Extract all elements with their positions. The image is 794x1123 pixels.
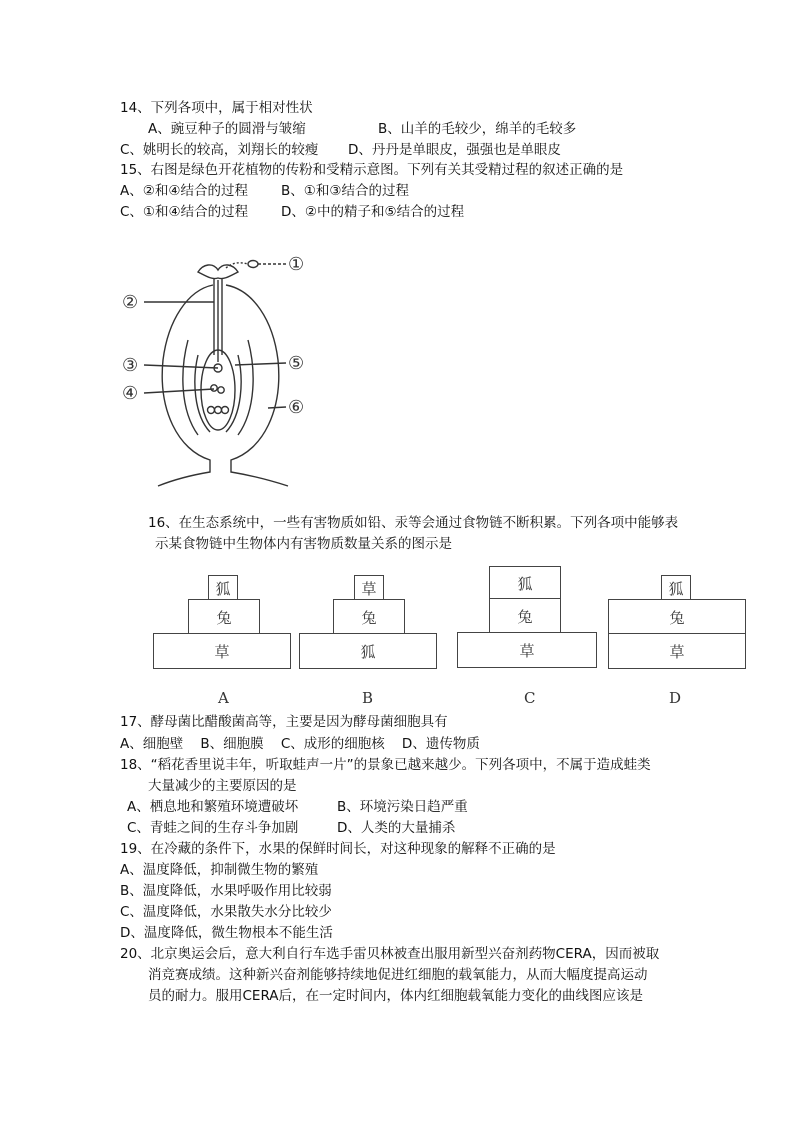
flower-fertilization-diagram [118,250,328,490]
q15-option-b: B、①和③结合的过程 [281,183,409,199]
q14-option-a: A、豌豆种子的圆滑与皱缩 [148,121,306,137]
label-5: ⑤ [288,353,305,374]
q14-stem: 14、下列各项中，属于相对性状 [120,100,313,116]
q14-option-c: C、姚明长的较高，刘翔长的较瘦 [120,142,319,158]
pyramid-c-top: 狐 [489,566,561,600]
pyramid-d-middle: 兔 [608,599,746,635]
q16-stem-line2: 示某食物链中生物体内有害物质数量关系的图示是 [155,536,452,552]
q20-line3: 员的耐力。服用CERA后，在一定时间内，体内红细胞载氧能力变化的曲线图应该是 [148,988,644,1004]
pyramid-d-label: D [669,689,682,707]
q14-option-b: B、山羊的毛较少，绵羊的毛较多 [378,121,577,137]
q15-option-c: C、①和④结合的过程 [120,204,249,220]
q18-stem-line1: 18、“稻花香里说丰年，听取蛙声一片”的景象已越来越少。下列各项中，不属于造成蛙类 [120,757,651,773]
label-1: ① [288,254,305,275]
q18-option-a: A、栖息地和繁殖环境遭破坏 [127,799,299,815]
pyramid-a-label: A [218,689,229,707]
label-2: ② [122,292,139,313]
label-3: ③ [122,355,139,376]
pyramid-c-middle: 兔 [489,598,561,634]
q15-option-d: D、②中的精子和⑤结合的过程 [281,204,465,220]
q15-stem: 15、右图是绿色开花植物的传粉和受精示意图。下列有关其受精过程的叙述正确的是 [120,162,624,178]
label-6: ⑥ [288,397,305,418]
pyramid-b-middle: 兔 [333,599,405,635]
q19-option-a: A、温度降低，抑制微生物的繁殖 [120,862,319,878]
q18-option-d: D、人类的大量捕杀 [337,820,456,836]
q20-line2: 消竞赛成绩。这种新兴奋剂能够持续地促进红细胞的载氧能力，从而大幅度提高运动 [148,967,648,983]
pyramid-a-bottom: 草 [153,633,291,669]
pyramid-b-label: B [362,689,374,707]
label-4: ④ [122,383,139,404]
q19-option-d: D、温度降低，微生物根本不能生活 [120,925,333,941]
q19-option-b: B、温度降低，水果呼吸作用比较弱 [120,883,332,899]
q19-option-c: C、温度降低，水果散失水分比较少 [120,904,332,920]
pyramid-d-bottom: 草 [608,633,746,669]
q16-stem-line1: 16、在生态系统中，一些有害物质如铅、汞等会通过食物链不断积累。下列各项中能够表 [148,515,679,531]
pyramid-d-top: 狐 [661,575,691,601]
pyramid-b-top: 草 [354,575,384,601]
q18-option-c: C、青蛙之间的生存斗争加剧 [127,820,299,836]
pyramid-c-bottom: 草 [457,632,597,668]
q17-options: A、细胞壁 B、细胞膜 C、成形的细胞核 D、遗传物质 [120,736,480,752]
pyramid-a-middle: 兔 [188,599,260,635]
pyramid-b-bottom: 狐 [299,633,437,669]
q18-option-b: B、环境污染日趋严重 [337,799,468,815]
pyramid-a-top: 狐 [208,575,238,601]
q14-option-d: D、丹丹是单眼皮，强强也是单眼皮 [348,142,561,158]
q19-stem: 19、在冷藏的条件下，水果的保鲜时间长，对这种现象的解释不正确的是 [120,841,556,857]
q20-line1: 20、北京奥运会后，意大利自行车选手雷贝林被查出服用新型兴奋剂药物CERA，因而被取 [120,946,660,962]
q18-stem-line2: 大量减少的主要原因的是 [148,778,297,794]
pyramid-c-label: C [524,689,536,707]
q15-option-a: A、②和④结合的过程 [120,183,248,199]
q17-stem: 17、酵母菌比醋酸菌高等，主要是因为酵母菌细胞具有 [120,714,448,730]
